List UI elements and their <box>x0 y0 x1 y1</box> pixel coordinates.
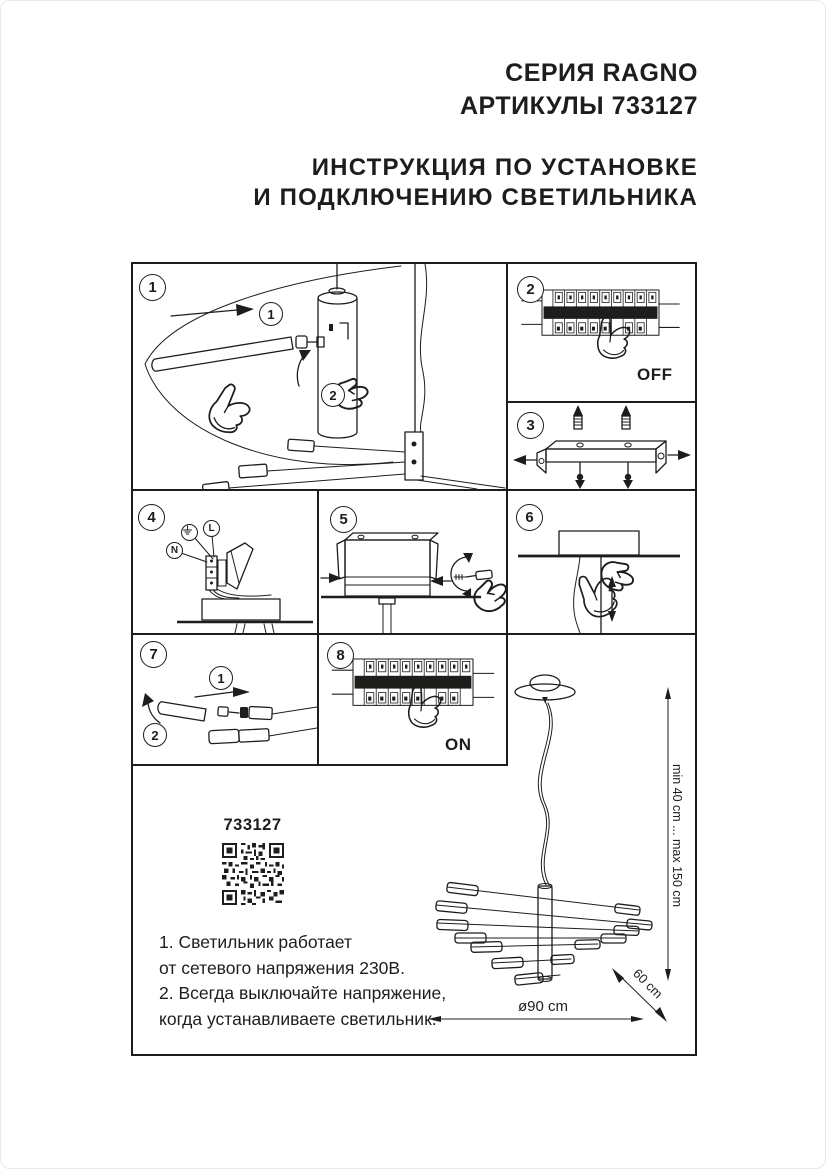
canopy <box>202 599 280 620</box>
step-7-callout-1: 1 <box>209 666 233 690</box>
step-2-badge: 2 <box>517 276 544 303</box>
height-range-label: min 40 cm ... max 150 cm <box>670 764 684 908</box>
neutral-terminal-badge: N <box>166 542 183 559</box>
screw-icon <box>623 463 633 489</box>
lamp-rod <box>158 702 206 721</box>
dowel-icon <box>621 405 631 429</box>
screw-icon <box>454 570 492 580</box>
step-1-panel <box>133 264 508 491</box>
diameter-label: ø90 cm <box>517 998 568 1015</box>
earth-terminal-badge <box>181 524 198 541</box>
hand-icon <box>469 574 506 617</box>
step-2-panel <box>508 264 695 403</box>
series-title: СЕРИЯ RAGNO <box>505 59 698 87</box>
step-3-badge: 3 <box>517 412 544 439</box>
step-6-badge: 6 <box>516 504 543 531</box>
lamp-rod <box>471 940 600 953</box>
step-6-panel <box>508 491 695 635</box>
off-label: OFF <box>637 365 673 384</box>
rotate-arrow-icon <box>451 557 469 591</box>
note-line: 2. Всегда выключайте напряжение, <box>159 983 447 1003</box>
lamp-rod <box>152 337 293 371</box>
instruction-title-line2: И ПОДКЛЮЧЕНИЮ СВЕТИЛЬНИКА <box>253 184 698 211</box>
lamp-shade <box>209 728 270 744</box>
earth-icon <box>182 525 193 536</box>
lamp-rod <box>447 882 641 915</box>
hand-icon <box>597 558 637 595</box>
step-1-badge: 1 <box>139 274 166 301</box>
depth-label: 60 cm <box>630 965 666 1002</box>
step-7-panel <box>133 635 319 766</box>
note-line: от сетевого напряжения 230В. <box>159 957 405 978</box>
line-terminal-badge: L <box>203 520 220 537</box>
step-3-panel <box>508 403 695 491</box>
step-7-badge: 7 <box>140 641 167 668</box>
safety-notes <box>159 930 446 1032</box>
rod-holder <box>405 432 423 480</box>
dowel-icon <box>573 405 583 429</box>
power-cord <box>420 264 426 432</box>
cord <box>538 701 549 885</box>
canopy-dome <box>530 675 560 691</box>
product-code: 733127 <box>223 816 282 834</box>
wires <box>209 589 271 599</box>
step-5-panel <box>319 491 508 635</box>
hand-icon <box>590 311 635 361</box>
qr-code <box>222 843 284 905</box>
article-number: АРТИКУЛЫ 733127 <box>459 92 698 120</box>
central-tube <box>538 886 552 979</box>
instruction-title-line1: ИНСТРУКЦИЯ ПО УСТАНОВКЕ <box>311 154 698 181</box>
terminal-cover <box>227 543 253 589</box>
note-line: когда устанавливаете светильник. <box>159 1008 437 1029</box>
diameter-dimension-line <box>428 1016 644 1022</box>
cord <box>574 557 580 633</box>
hand-icon <box>207 382 252 435</box>
step-4-panel <box>133 491 319 635</box>
lamp-rod <box>515 972 560 985</box>
push-arrow-icon <box>321 573 451 586</box>
slot-mark <box>340 323 348 339</box>
screw-icon <box>575 463 585 489</box>
document-header <box>253 57 698 213</box>
step-5-badge: 5 <box>330 506 357 533</box>
step-1-callout-1: 1 <box>259 302 283 326</box>
step-4-badge: 4 <box>138 504 165 531</box>
on-label: ON <box>445 735 472 754</box>
note-line: 1. Светильник работает <box>159 932 352 952</box>
lamp-rod <box>492 954 574 968</box>
insert-arrow-icon <box>195 692 233 697</box>
step-1-callout-2: 2 <box>321 383 345 407</box>
canopy <box>559 531 639 555</box>
step-1-drawing <box>133 264 506 489</box>
step-8-badge: 8 <box>327 642 354 669</box>
mounting-box <box>345 540 430 596</box>
step-7-callout-2: 2 <box>143 723 167 747</box>
